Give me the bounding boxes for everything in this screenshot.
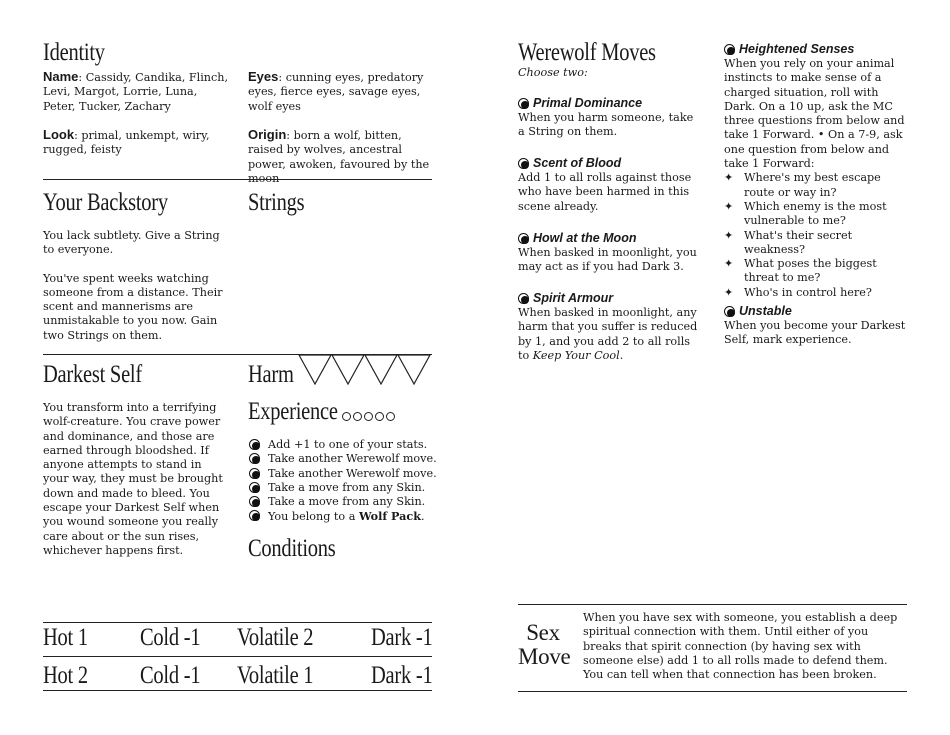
advance-item[interactable] (249, 467, 439, 481)
sex-move-text: When you have sex with someone, you establish a deep spiritual connection with them. Until either of you breaks that spirit connection (by having sex with someone else) add 1 to all rolls made to defend them. You can tell when that connection has been broken. (583, 611, 898, 682)
advance-checkbox[interactable] (249, 468, 260, 479)
divider (518, 604, 907, 605)
backstory-p2: You've spent weeks watching someone from a distance. Their scent and mannerisms are unmistakable to you now. Gain two Strings on them. (43, 271, 223, 342)
name-options: : Cassidy, Candika, Flinch, Levi, Margot, Lorrie, Luna, Peter, Tucker, Zachary (43, 71, 229, 113)
strings-heading: Strings (248, 189, 305, 216)
move-checkbox[interactable] (724, 306, 735, 317)
identity-heading: Identity (43, 39, 105, 66)
move-spirit-armour (518, 290, 700, 363)
stat-hot[interactable]: Hot 2 (43, 662, 88, 689)
move-checkbox[interactable] (518, 233, 529, 244)
harm-track (298, 354, 434, 386)
stat-dark[interactable]: Dark -1 (371, 662, 433, 689)
backstory-heading: Your Backstory (43, 189, 168, 216)
advance-text: Add +1 to one of your stats. (268, 438, 428, 451)
advance-checkbox[interactable] (249, 439, 260, 450)
identity-eyes (248, 70, 428, 114)
identity-origin (248, 128, 438, 186)
move-heightened-senses (724, 41, 912, 300)
harm-box[interactable] (365, 355, 397, 384)
move-checkbox[interactable] (518, 293, 529, 304)
moves-heading: Werewolf Moves (518, 39, 656, 66)
move-title: Primal Dominance (533, 96, 643, 110)
darkest-self-text: You transform into a terrifying wolf-creature. You crave power and dominance, and those are earned through bloodshed. If anyone attempts to stand in your way, they must be brought down and made to bleed. You escape your Darkest Self when you wound someone you really care about or the sun rises, whichever happens first. (43, 401, 223, 557)
move-checkbox[interactable] (518, 98, 529, 109)
experience-circle[interactable] (353, 412, 362, 421)
move-title: Spirit Armour (533, 291, 614, 305)
question-item: ✦ Where's my best escape route or way in? (724, 171, 881, 199)
move-text: When you rely on your animal instincts to make sense of a charged situation, roll with Dark. On a 10 up, ask the MC three questions from below and take 1 Forward. • On a 7-9, ask one question from below and take 1 Forward: (724, 57, 905, 171)
experience-circle[interactable] (364, 412, 373, 421)
move-scent-of-blood (518, 155, 700, 214)
backstory-p1: You lack subtlety. Give a String to everyone. (43, 229, 220, 257)
star-bullet-icon: ✦ (724, 171, 734, 185)
advance-checkbox[interactable] (249, 496, 260, 507)
move-checkbox[interactable] (724, 44, 735, 55)
harm-heading: Harm (248, 361, 294, 388)
advance-checkbox[interactable] (249, 453, 260, 464)
harm-box[interactable] (332, 355, 364, 384)
star-bullet-icon: ✦ (724, 199, 734, 213)
move-text: When you harm someone, take a String on them. (518, 111, 694, 139)
advance-text: Take another Werewolf move. (268, 466, 437, 480)
move-checkbox[interactable] (518, 158, 529, 169)
move-text: When you become your Darkest Self, mark experience. (724, 319, 906, 347)
move-title: Unstable (739, 304, 792, 318)
divider (43, 656, 432, 657)
name-label: Name (43, 69, 79, 84)
stat-hot[interactable]: Hot 1 (43, 624, 88, 651)
question-item: ✦ Who's in control here? (724, 285, 872, 299)
stat-cold[interactable]: Cold -1 (140, 662, 201, 689)
divider (43, 179, 432, 180)
experience-circle[interactable] (386, 412, 395, 421)
advance-item[interactable] (249, 452, 439, 466)
move-title: Scent of Blood (533, 156, 622, 170)
stat-row-2 (43, 661, 432, 693)
advance-item[interactable] (249, 438, 439, 452)
advance-text: Take another Werewolf move. (268, 452, 437, 466)
experience-circle[interactable] (375, 412, 384, 421)
move-text: Add 1 to all rolls against those who have been harmed in this scene already. (518, 171, 692, 213)
stat-volatile[interactable]: Volatile 1 (237, 662, 314, 689)
move-unstable (724, 303, 912, 348)
moves-subheading: Choose two: (518, 66, 588, 79)
advance-text: Take a move from any Skin. (268, 495, 426, 509)
wolf-pack-label: Wolf Pack (358, 509, 421, 524)
eyes-label: Eyes (248, 69, 279, 84)
origin-label: Origin (248, 127, 287, 142)
stat-row-1 (43, 623, 432, 655)
question-list (724, 171, 912, 300)
experience-circle[interactable] (342, 412, 351, 421)
advance-item[interactable] (249, 495, 439, 509)
look-label: Look (43, 127, 75, 142)
star-bullet-icon: ✦ (724, 285, 734, 299)
experience-track (342, 406, 397, 425)
move-howl-at-the-moon (518, 230, 700, 275)
look-options: : primal, unkempt, wiry, rugged, feisty (43, 129, 210, 157)
move-title: Howl at the Moon (533, 231, 637, 245)
sex-move-heading: Sex Move (518, 620, 571, 669)
darkest-self-heading: Darkest Self (43, 361, 142, 388)
experience-heading: Experience (248, 398, 338, 425)
move-text: When basked in moonlight, any harm that you suffer is reduced by 1, and you add 2 to all rolls to Keep Your Cool. (518, 306, 698, 362)
harm-box[interactable] (299, 355, 331, 384)
move-text: When basked in moonlight, you may act as if you had Dark 3. (518, 246, 697, 274)
advance-checkbox[interactable] (249, 510, 260, 521)
star-bullet-icon: ✦ (724, 228, 734, 242)
advance-checkbox[interactable] (249, 482, 260, 493)
stat-volatile[interactable]: Volatile 2 (237, 624, 314, 651)
advance-item[interactable] (249, 481, 439, 495)
advance-item[interactable] (249, 509, 439, 524)
conditions-heading: Conditions (248, 535, 336, 562)
identity-look (43, 128, 233, 158)
harm-box[interactable] (398, 355, 430, 384)
stat-cold[interactable]: Cold -1 (140, 624, 201, 651)
backstory-text (43, 229, 233, 343)
divider (518, 691, 907, 692)
star-bullet-icon: ✦ (724, 257, 734, 271)
eyes-options: : cunning eyes, predatory eyes, fierce eyes, savage eyes, wolf eyes (248, 71, 424, 113)
advances-list (249, 438, 439, 525)
keep-your-cool-ref: Keep Your Cool (532, 348, 620, 362)
move-primal-dominance (518, 95, 700, 140)
question-item: ✦ What's their secret weakness? (724, 228, 853, 256)
question-item: ✦ Which enemy is the most vulnerable to me? (724, 199, 887, 228)
divider (43, 690, 432, 691)
origin-options: : born a wolf, bitten, raised by wolves, ancestral power, awoken, favoured by the moon (248, 129, 430, 185)
question-item: ✦ What poses the biggest threat to me? (724, 257, 877, 285)
move-title: Heightened Senses (739, 42, 855, 56)
identity-name (43, 70, 233, 114)
advance-text: Take a move from any Skin. (268, 480, 426, 494)
advance-text: You belong to a Wolf Pack. (268, 509, 425, 524)
stat-dark[interactable]: Dark -1 (371, 624, 433, 651)
